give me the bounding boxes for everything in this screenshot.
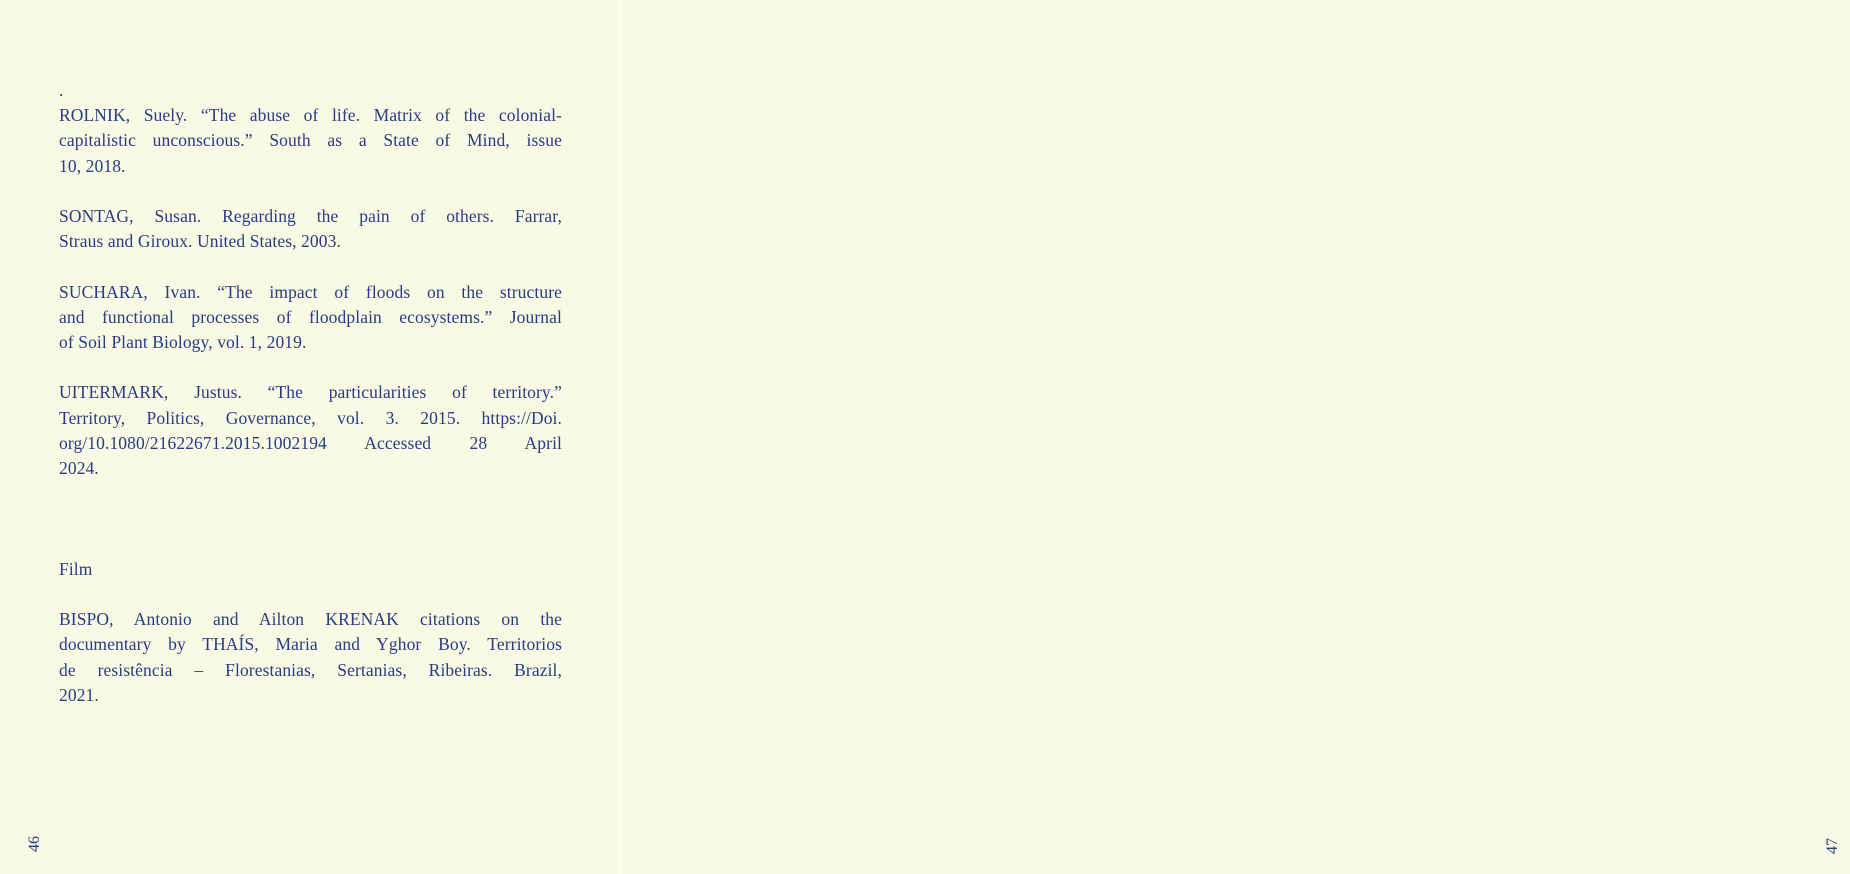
reference-line: Straus and Giroux. United States, 2003.	[59, 231, 341, 252]
reference-line: ROLNIK, Suely. “The abuse of life. Matrix of the colonial-	[59, 105, 562, 126]
stray-period: .	[59, 80, 64, 100]
reference-line: 2021.	[59, 684, 99, 705]
reference-line: capitalistic unconscious.” South as a State of Mind, issue	[59, 130, 562, 151]
reference-line: org/10.1080/21622671.2015.1002194 Accessed 28 April	[59, 432, 562, 453]
section-spacer	[59, 582, 562, 607]
reference-entry	[59, 280, 562, 356]
reference-line: UITERMARK, Justus. “The particularities of territory.”	[59, 382, 562, 403]
reference-entry	[59, 380, 562, 481]
reference-line: SUCHARA, Ivan. “The impact of floods on the structure	[59, 281, 562, 302]
right-page	[621, 0, 1841, 874]
reference-line: of Soil Plant Biology, vol. 1, 2019.	[59, 331, 307, 352]
reference-entry	[59, 607, 562, 708]
reference-line: documentary by THAÍS, Maria and Yghor Boy. Territorios	[59, 634, 562, 655]
reference-line: 10, 2018.	[59, 155, 126, 176]
reference-line: Territory, Politics, Governance, vol. 3. 2015. https://Doi.	[59, 407, 562, 428]
reference-entry	[59, 103, 562, 179]
reference-line: 2024.	[59, 457, 99, 478]
reference-entry	[59, 204, 562, 254]
reference-line: and functional processes of floodplain ecosystems.” Journal	[59, 306, 562, 327]
reference-line: SONTAG, Susan. Regarding the pain of others. Farrar,	[59, 205, 562, 226]
reference-line: BISPO, Antonio and Ailton KRENAK citations on the	[59, 609, 562, 630]
reference-line: de resistência – Florestanias, Sertanias, Ribeiras. Brazil,	[59, 659, 562, 680]
page-number-right: 47	[1824, 838, 1841, 854]
left-page	[0, 0, 619, 874]
page-number-left: 46	[26, 836, 43, 852]
bibliography-text	[59, 78, 562, 708]
section-heading-film: Film	[59, 558, 93, 579]
section-spacer	[59, 506, 562, 556]
